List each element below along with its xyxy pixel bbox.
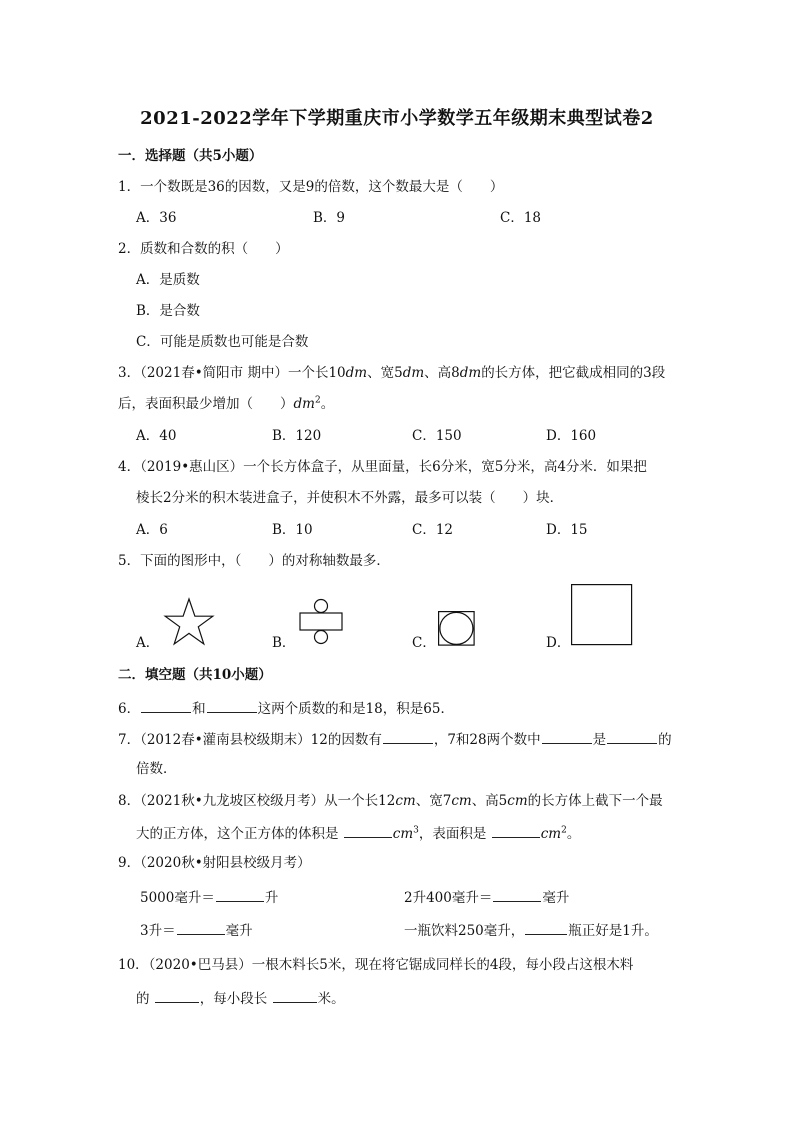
question-10-line-1: 10．（2020•巴马县）一根木料长5米，现在将它锯成同样长的4段，每小段占这根木料 xyxy=(118,957,634,973)
q3-text: 的长方体，把它截成相同的3段 xyxy=(481,365,666,381)
q4-option-a: A．6 xyxy=(136,522,168,538)
q9-item-3 xyxy=(140,920,253,940)
q8-text: 8．（2021秋•九龙坡区校级月考）从一个长12 xyxy=(118,793,396,809)
q7-text: 是 xyxy=(592,732,607,748)
unit-cm: cm xyxy=(392,826,414,842)
q5-option-a: A． xyxy=(136,635,160,651)
q8-text: 、高5 xyxy=(471,793,508,809)
unit-dm: dm xyxy=(402,365,425,381)
q9-text: 瓶正好是1升。 xyxy=(568,923,658,939)
q6-text: 和 xyxy=(192,701,206,717)
q4-option-c: C．12 xyxy=(412,522,454,538)
unit-cm: cm xyxy=(451,793,472,809)
unit-dm: dm xyxy=(293,396,315,412)
q2-option-a: A．是质数 xyxy=(136,272,200,288)
superscript: 3 xyxy=(413,825,419,836)
answer-blank[interactable] xyxy=(273,988,317,1003)
q3-option-d: D．160 xyxy=(546,428,597,444)
q5-option-d: D． xyxy=(546,635,571,651)
question-3-line-2 xyxy=(118,395,334,413)
page-title: 2021-2022学年下学期重庆市小学数学五年级期末典型试卷2 xyxy=(140,108,654,129)
question-8-line-2 xyxy=(136,823,580,843)
q9-text: 3升＝ xyxy=(140,923,176,939)
q2-option-c: C．可能是质数也可能是合数 xyxy=(136,334,309,350)
q2-option-b: B．是合数 xyxy=(136,303,200,319)
answer-blank[interactable] xyxy=(141,698,191,713)
q7-text: 7．（2012春•灌南县校级期末）12的因数有 xyxy=(118,732,382,748)
q3-text: 。 xyxy=(320,396,335,412)
answer-blank[interactable] xyxy=(216,887,264,902)
question-7-line-2: 倍数． xyxy=(136,761,177,777)
q5-option-c: C． xyxy=(412,635,436,651)
q9-text: 2升400毫升＝ xyxy=(404,890,493,906)
question-6 xyxy=(118,698,454,718)
answer-blank[interactable] xyxy=(493,887,541,902)
q3-text: 、高8 xyxy=(424,365,460,381)
question-3-line-1 xyxy=(118,364,665,382)
q9-text: 毫升 xyxy=(542,890,570,906)
q3-option-c: C．150 xyxy=(412,428,462,444)
q4-option-d: D．15 xyxy=(546,522,588,538)
question-2: 2．质数和合数的积（ ） xyxy=(118,241,289,257)
section-heading-fill: 二．填空题（共10小题） xyxy=(118,667,272,683)
q9-item-4 xyxy=(404,920,658,940)
superscript: 2 xyxy=(314,395,321,406)
answer-blank[interactable] xyxy=(525,920,567,935)
q7-text: ，7和28两个数中 xyxy=(433,732,541,748)
answer-blank[interactable] xyxy=(542,729,592,744)
q9-text: 毫升 xyxy=(225,923,253,939)
rectangle-with-circles-figure xyxy=(297,598,345,646)
q1-option-c: C．18 xyxy=(500,210,542,226)
q8-text: ，表面积是 xyxy=(418,826,491,842)
answer-blank[interactable] xyxy=(607,729,657,744)
q8-text: 大的正方体，这个正方体的体积是 xyxy=(136,826,343,842)
unit-dm: dm xyxy=(345,365,368,381)
q8-text: 、宽7 xyxy=(415,793,452,809)
answer-blank[interactable] xyxy=(383,729,433,744)
q3-text: 后，表面积最少增加（ ） xyxy=(118,396,294,412)
question-5: 5．下面的图形中，（ ）的对称轴数最多． xyxy=(118,553,390,569)
question-9: 9．（2020秋•射阳县校级月考） xyxy=(118,855,311,871)
q9-item-1 xyxy=(140,887,278,907)
q4-option-b: B．10 xyxy=(272,522,313,538)
q3-text: 3．（2021春•简阳市 期中）一个长10 xyxy=(118,365,346,381)
square-with-circle-figure xyxy=(438,611,475,646)
answer-blank[interactable] xyxy=(177,920,225,935)
q10-text: 米。 xyxy=(317,991,345,1007)
q3-text: 、宽5 xyxy=(367,365,403,381)
unit-cm: cm xyxy=(540,826,562,842)
question-8-line-1 xyxy=(118,792,663,810)
q9-item-2 xyxy=(404,887,569,907)
section-heading-choice: 一．选择题（共5小题） xyxy=(118,148,263,164)
q1-option-a: A．36 xyxy=(136,210,177,226)
square-figure xyxy=(571,584,633,646)
question-10-line-2 xyxy=(136,988,345,1008)
q9-text: 升 xyxy=(264,890,279,906)
answer-blank[interactable] xyxy=(492,823,540,838)
q6-text: 这两个质数的和是18，积是65． xyxy=(257,701,454,717)
q9-text: 5000毫升＝ xyxy=(140,890,215,906)
question-4-line-2: 棱长2分米的积木装进盒子，并使积木不外露，最多可以装（ ）块． xyxy=(136,490,564,506)
q8-text: 。 xyxy=(566,826,581,842)
q6-text: 6． xyxy=(118,701,141,717)
answer-blank[interactable] xyxy=(344,823,392,838)
q8-text: 的长方体上截下一个最 xyxy=(527,793,663,809)
q10-text: ，每小段长 xyxy=(199,991,272,1007)
question-7-line-1 xyxy=(118,729,672,749)
star-figure xyxy=(164,598,214,646)
unit-dm: dm xyxy=(459,365,482,381)
unit-cm: cm xyxy=(507,793,528,809)
answer-blank[interactable] xyxy=(155,988,199,1003)
q7-text: 的 xyxy=(658,732,672,748)
q9-text: 一瓶饮料250毫升， xyxy=(404,923,525,939)
unit-cm: cm xyxy=(395,793,416,809)
question-1: 1．一个数既是36的因数，又是9的倍数，这个数最大是（ ） xyxy=(118,179,504,195)
answer-blank[interactable] xyxy=(207,698,257,713)
q5-option-b: B． xyxy=(272,635,296,651)
q1-option-b: B．9 xyxy=(313,210,346,226)
q3-option-b: B．120 xyxy=(272,428,322,444)
superscript: 2 xyxy=(561,825,567,836)
q3-option-a: A．40 xyxy=(136,428,177,444)
question-4-line-1: 4．（2019•惠山区）一个长方体盒子，从里面量，长6分米，宽5分米，高4分米．如果把 xyxy=(118,459,647,475)
q10-text: 的 xyxy=(136,991,154,1007)
